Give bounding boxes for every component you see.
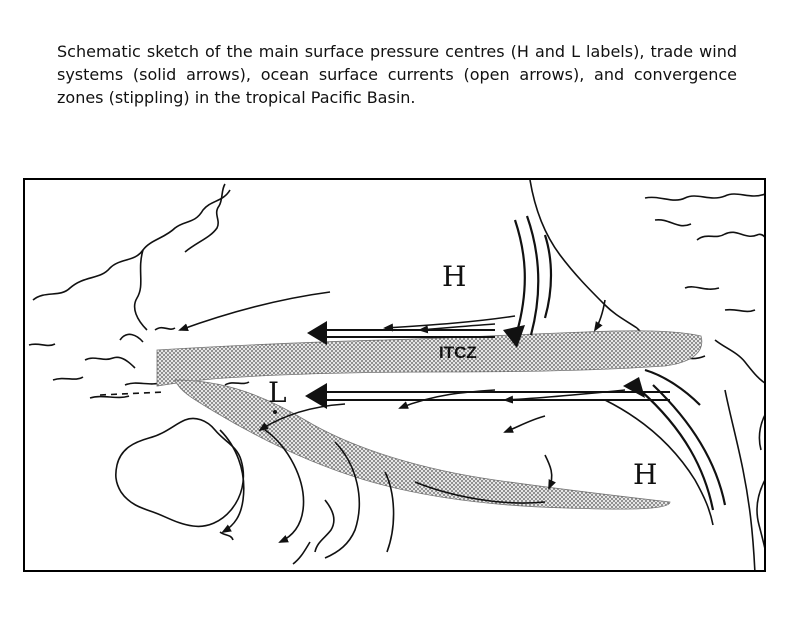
pacific-basin-map	[23, 178, 766, 572]
itcz-label: ITCZ	[439, 343, 477, 362]
map-canvas	[25, 180, 766, 572]
coastline-americas	[530, 180, 766, 572]
high-pressure-north-label: H	[442, 260, 467, 293]
southeast-trade-head	[623, 377, 645, 398]
low-pressure-label: L	[268, 376, 287, 409]
northeast-trade-arrows	[515, 216, 551, 335]
low-pressure-dot	[273, 410, 277, 414]
itcz-band	[157, 331, 702, 386]
trade-wind-arrows	[180, 292, 625, 488]
convergence-zones	[157, 331, 702, 509]
high-pressure-south-label: H	[633, 458, 658, 491]
figure-caption: Schematic sketch of the main surface pressure centres (H and L labels), trade wind systems (solid arrows), ocean surface currents (open arrows), and convergence zones (stippling) in the tropical Pacific Basin.	[57, 42, 737, 107]
